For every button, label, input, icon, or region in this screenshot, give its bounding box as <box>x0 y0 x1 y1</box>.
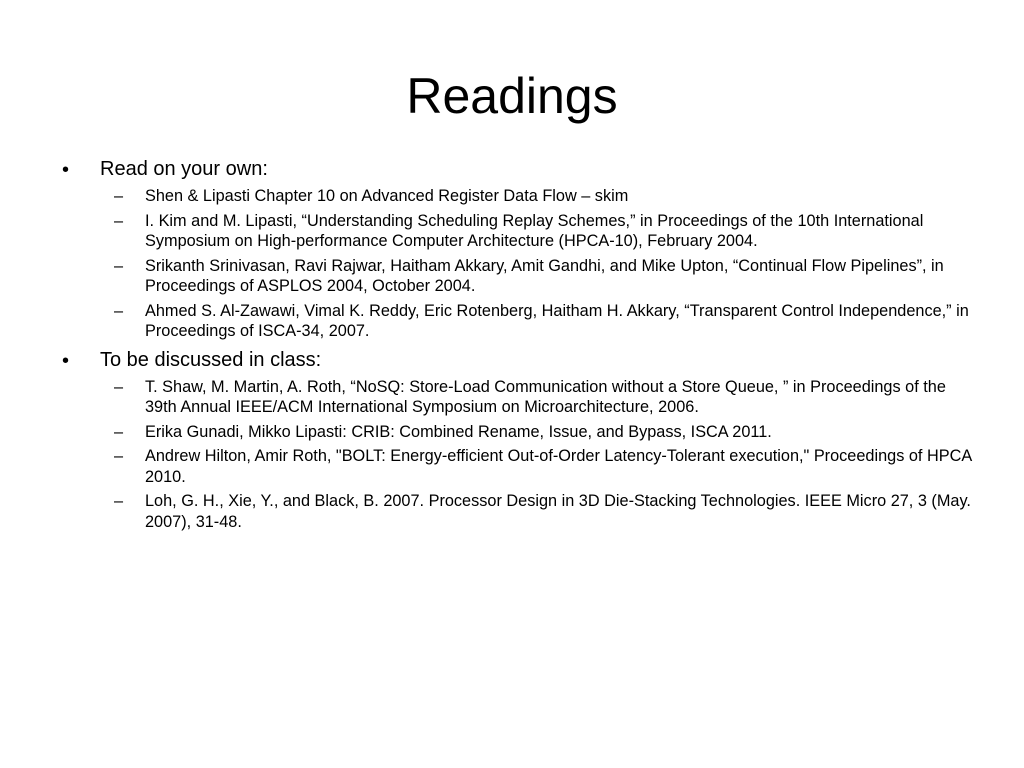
reading-text: Loh, G. H., Xie, Y., and Black, B. 2007. Processor Design in 3D Die-Stacking Technologies. IEEE Micro 27, 3 (May. 2007), 31-48. <box>145 492 971 531</box>
bullet-icon: • <box>62 349 70 372</box>
reading-list <box>100 377 982 533</box>
reading-text: Shen & Lipasti Chapter 10 on Advanced Register Data Flow – skim <box>145 187 629 205</box>
reading-text: Srikanth Srinivasan, Ravi Rajwar, Haitham Akkary, Amit Gandhi, and Mike Upton, “Continual Flow Pipelines”, in Proceedings of ASPLOS 2004, October 2004. <box>145 256 944 295</box>
list-item <box>100 301 982 342</box>
bullet-icon: • <box>62 159 70 181</box>
reading-text: Erika Gunadi, Mikko Lipasti: CRIB: Combined Rename, Issue, and Bypass, ISCA 2011. <box>145 422 772 441</box>
list-item <box>100 377 982 418</box>
section-read-on-your-own <box>62 156 982 342</box>
list-item <box>100 491 982 532</box>
dash-icon: – <box>114 377 124 396</box>
reading-text: Andrew Hilton, Amir Roth, "BOLT: Energy-efficient Out-of-Order Latency-Tolerant execution," Proceedings of HPCA 2010. <box>145 447 972 486</box>
section-to-be-discussed <box>62 347 982 533</box>
reading-text: T. Shaw, M. Martin, A. Roth, “NoSQ: Store-Load Communication without a Store Queue, ” in Proceedings of the 39th Annual IEEE/ACM International Symposium on Microarchitecture, 2006. <box>145 377 946 416</box>
slide-content <box>62 156 982 537</box>
dash-icon: – <box>114 492 124 510</box>
dash-icon: – <box>114 422 124 441</box>
section-heading: To be discussed in class: <box>100 348 322 371</box>
section-heading: Read on your own: <box>100 158 268 180</box>
dash-icon: – <box>114 301 124 320</box>
dash-icon: – <box>114 447 124 465</box>
dash-icon: – <box>114 211 124 230</box>
list-item <box>100 446 982 487</box>
reading-text: I. Kim and M. Lipasti, “Understanding Scheduling Replay Schemes,” in Proceedings of the 10th International Symposium on High-performance Computer Architecture (HPCA-10), February 2004. <box>145 211 924 250</box>
list-item <box>100 256 982 297</box>
reading-list <box>100 186 982 342</box>
slide-title: Readings <box>406 68 618 124</box>
reading-text: Ahmed S. Al-Zawawi, Vimal K. Reddy, Eric Rotenberg, Haitham H. Akkary, “Transparent Control Independence,” in Proceedings of ISCA-34, 2007. <box>145 301 969 340</box>
list-item <box>100 422 982 443</box>
bullet-list <box>62 156 982 532</box>
list-item <box>100 186 982 207</box>
list-item <box>100 211 982 252</box>
dash-icon: – <box>114 256 124 275</box>
dash-icon: – <box>114 187 124 205</box>
